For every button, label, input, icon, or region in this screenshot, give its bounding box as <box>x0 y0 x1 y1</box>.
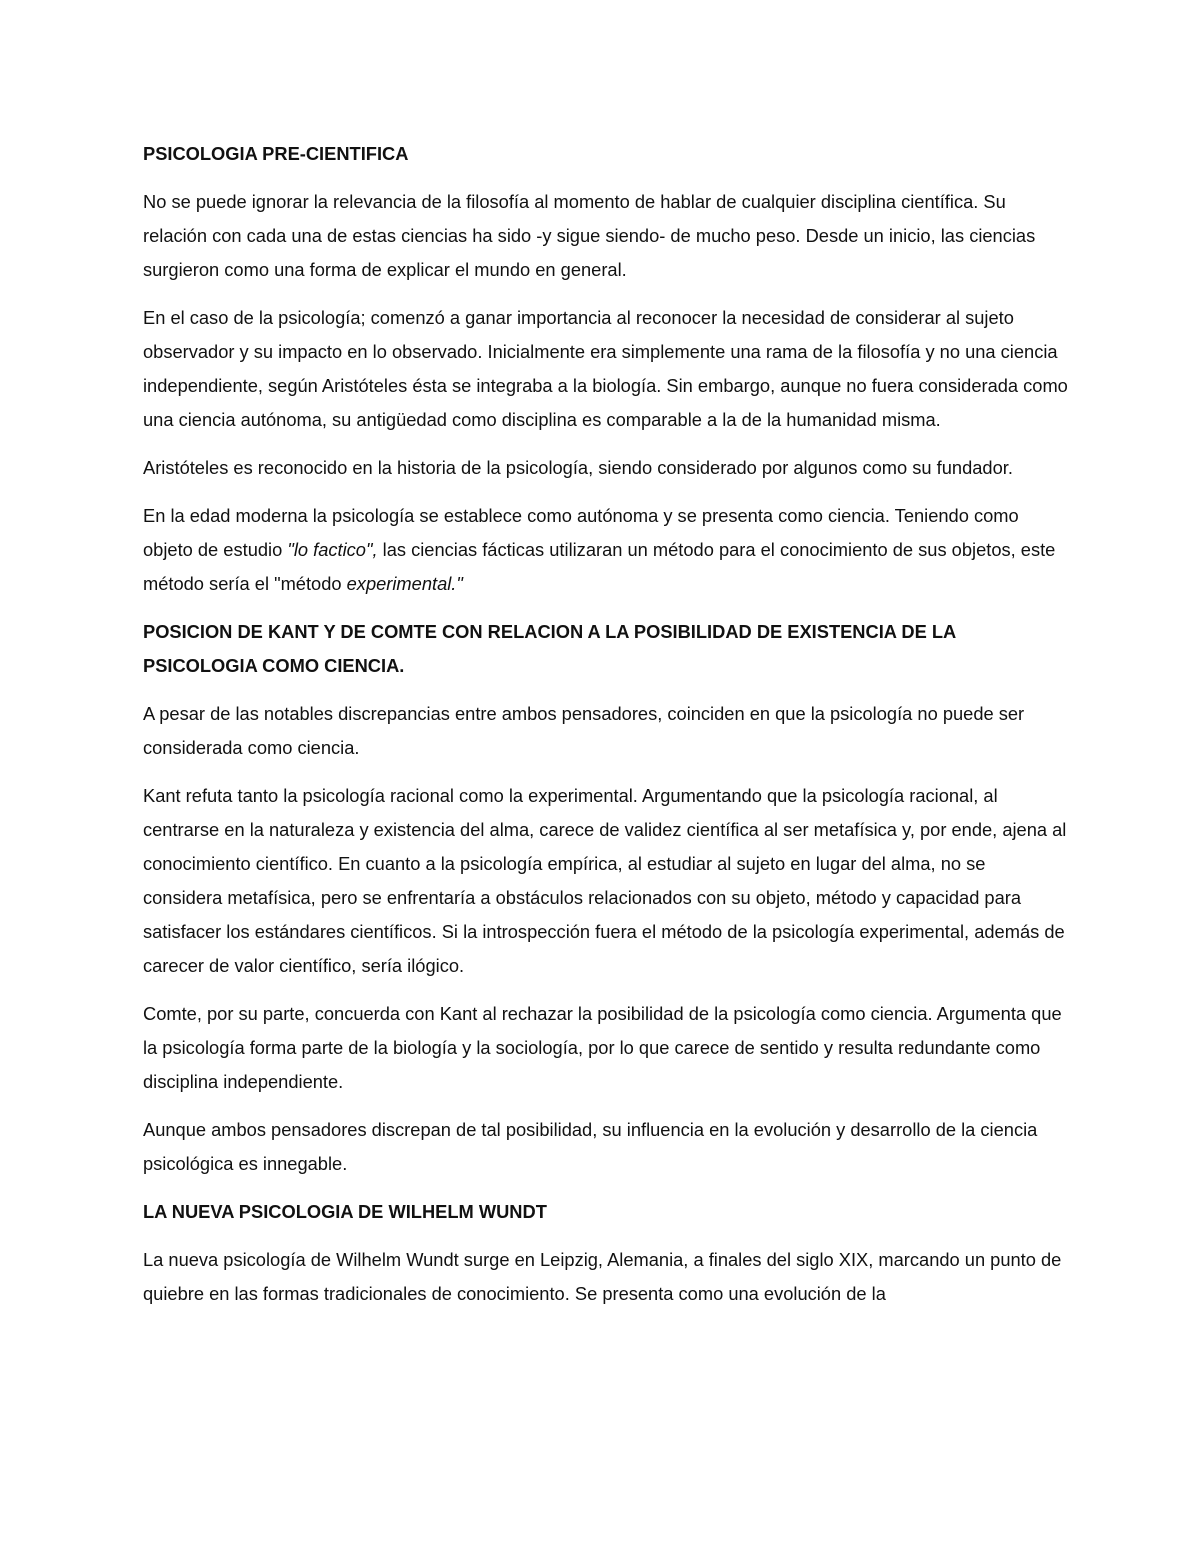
paragraph: Aunque ambos pensadores discrepan de tal posibilidad, su influencia en la evolución y desarrollo de la ciencia psicológica es innegable. <box>143 1119 1038 1174</box>
text-run: las ciencias fácticas utilizaran un método para el conocimiento de sus objetos, este método sería el "método <box>143 539 1056 594</box>
section-heading-pre-cientifica: PSICOLOGIA PRE-CIENTIFICA <box>143 143 409 164</box>
document-page <box>143 137 1068 1325</box>
paragraph-edad-moderna <box>143 499 1068 601</box>
text-run: En la edad moderna la psicología se establece como autónoma y se presenta como ciencia. Teniendo como objeto de estudio <box>143 505 1019 560</box>
paragraph: A pesar de las notables discrepancias entre ambos pensadores, coinciden en que la psicología no puede ser considerada como ciencia. <box>143 703 1025 758</box>
section-heading-wundt: LA NUEVA PSICOLOGIA DE WILHELM WUNDT <box>143 1201 547 1222</box>
paragraph: La nueva psicología de Wilhelm Wundt surge en Leipzig, Alemania, a finales del siglo XIX, marcando un punto de quiebre en las formas tradicionales de conocimiento. Se presenta como una evolución de la <box>143 1249 1062 1304</box>
italic-run: "lo factico", <box>287 539 378 560</box>
paragraph: No se puede ignorar la relevancia de la filosofía al momento de hablar de cualquier disciplina científica. Su relación con cada una de estas ciencias ha sido -y sigue siendo- de mucho peso. Desde un inicio, las ciencias surgieron como una forma de explicar el mundo en general. <box>143 191 1036 280</box>
paragraph: Aristóteles es reconocido en la historia de la psicología, siendo considerado por algunos como su fundador. <box>143 457 1013 478</box>
paragraph: Kant refuta tanto la psicología racional como la experimental. Argumentando que la psicología racional, al centrarse en la naturaleza y existencia del alma, carece de validez científica al ser metafísica y, por ende, ajena al conocimiento científico. En cuanto a la psicología empírica, al estudiar al sujeto en lugar del alma, no se considera metafísica, pero se enfrentaría a obstáculos relacionados con su objeto, método y capacidad para satisfacer los estándares científicos. Si la introspección fuera el método de la psicología experimental, además de carecer de valor científico, sería ilógico. <box>143 785 1067 976</box>
section-heading-kant-comte: POSICION DE KANT Y DE COMTE CON RELACION A LA POSIBILIDAD DE EXISTENCIA DE LA PSICOLOGIA COMO CIENCIA. <box>143 621 956 676</box>
paragraph: Comte, por su parte, concuerda con Kant al rechazar la posibilidad de la psicología como ciencia. Argumenta que la psicología forma parte de la biología y la sociología, por lo que carece de sentido y resulta redundante como disciplina independiente. <box>143 1003 1062 1092</box>
italic-run: experimental." <box>346 573 463 594</box>
paragraph: En el caso de la psicología; comenzó a ganar importancia al reconocer la necesidad de considerar al sujeto observador y su impacto en lo observado. Inicialmente era simplemente una rama de la filosofía y no una ciencia independiente, según Aristóteles ésta se integraba a la biología. Sin embargo, aunque no fuera considerada como una ciencia autónoma, su antigüedad como disciplina es comparable a la de la humanidad misma. <box>143 307 1068 430</box>
